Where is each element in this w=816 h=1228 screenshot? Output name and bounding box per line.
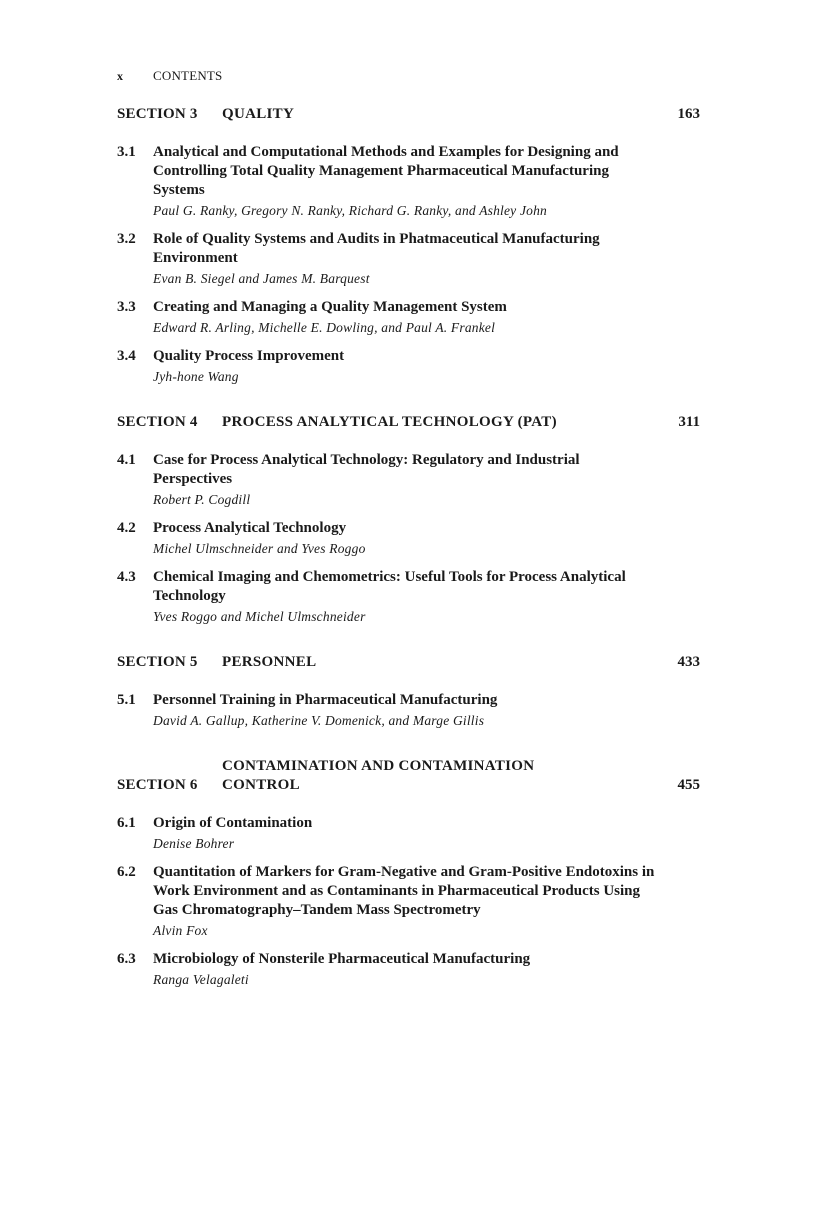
chapter-authors: David A. Gallup, Katherine V. Domenick, and Marge Gillis <box>153 713 485 728</box>
section-page: 163 <box>677 106 700 122</box>
chapter-authors: Jyh-hone Wang <box>153 369 239 384</box>
running-head <box>117 68 223 84</box>
chapter-authors: Denise Bohrer <box>153 836 235 851</box>
section-label: SECTION 3 <box>117 106 198 122</box>
chapter-title: Analytical and Computational Methods and Examples for Designing and Controlling Total Quality Management Pharmaceutical Manufacturing Systems <box>153 144 619 198</box>
running-title: CONTENTS <box>153 68 223 83</box>
chapter-number: 6.1 <box>117 815 136 831</box>
chapter-number: 3.1 <box>117 144 136 160</box>
table-of-contents <box>117 105 700 989</box>
section-title: CONTAMINATION AND CONTAMINATION CONTROL <box>222 758 535 793</box>
chapter-authors: Ranga Velagaleti <box>153 972 249 987</box>
section-page: 433 <box>677 654 700 670</box>
chapter-title: Process Analytical Technology <box>153 520 347 536</box>
chapter-authors: Alvin Fox <box>153 923 208 938</box>
chapter-title: Chemical Imaging and Chemometrics: Useful Tools for Process Analytical Technology <box>153 569 626 604</box>
chapter-number: 3.3 <box>117 299 136 315</box>
section-label: SECTION 5 <box>117 654 198 670</box>
page-number: x <box>117 69 124 83</box>
chapter-authors: Edward R. Arling, Michelle E. Dowling, and Paul A. Frankel <box>153 320 496 335</box>
chapter-title: Role of Quality Systems and Audits in Phatmaceutical Manufacturing Environment <box>153 231 600 266</box>
chapter-title: Case for Process Analytical Technology: Regulatory and Industrial Perspectives <box>153 452 580 487</box>
chapter-title: Quantitation of Markers for Gram-Negative and Gram-Positive Endotoxins in Work Environment and as Contaminants in Pharmaceutical Products Using Gas Chromatography–Tandem Mass Spectrometry <box>153 864 655 918</box>
chapter-title: Quality Process Improvement <box>153 348 345 364</box>
chapter-authors: Evan B. Siegel and James M. Barquest <box>153 271 370 286</box>
chapter-number: 4.3 <box>117 569 136 585</box>
section-label: SECTION 6 <box>117 777 198 793</box>
chapter-authors: Paul G. Ranky, Gregory N. Ranky, Richard G. Ranky, and Ashley John <box>153 203 547 218</box>
chapter-page <box>117 105 816 1228</box>
chapter-number: 3.4 <box>117 348 136 364</box>
toc-entry <box>117 950 700 989</box>
chapter-authors: Robert P. Cogdill <box>153 492 251 507</box>
section-title: PROCESS ANALYTICAL TECHNOLOGY (PAT) <box>222 414 557 430</box>
chapter-authors: Yves Roggo and Michel Ulmschneider <box>153 609 366 624</box>
chapter-title: Origin of Contamination <box>153 815 313 831</box>
chapter-number: 4.2 <box>117 520 136 536</box>
chapter-title: Creating and Managing a Quality Management System <box>153 299 507 315</box>
section-page: 455 <box>677 777 700 793</box>
chapter-number: 5.1 <box>117 692 136 708</box>
chapter-number: 6.2 <box>117 864 136 880</box>
chapter-number: 6.3 <box>117 951 136 967</box>
chapter-authors: Michel Ulmschneider and Yves Roggo <box>153 541 366 556</box>
section-title: QUALITY <box>222 106 295 122</box>
chapter-title: Personnel Training in Pharmaceutical Manufacturing <box>153 692 498 708</box>
section-title: PERSONNEL <box>222 654 317 670</box>
chapter-number: 3.2 <box>117 231 136 247</box>
chapter-title: Microbiology of Nonsterile Pharmaceutical Manufacturing <box>153 951 531 967</box>
section-label: SECTION 4 <box>117 414 198 430</box>
section-page: 311 <box>678 414 700 430</box>
chapter-number: 4.1 <box>117 452 136 468</box>
